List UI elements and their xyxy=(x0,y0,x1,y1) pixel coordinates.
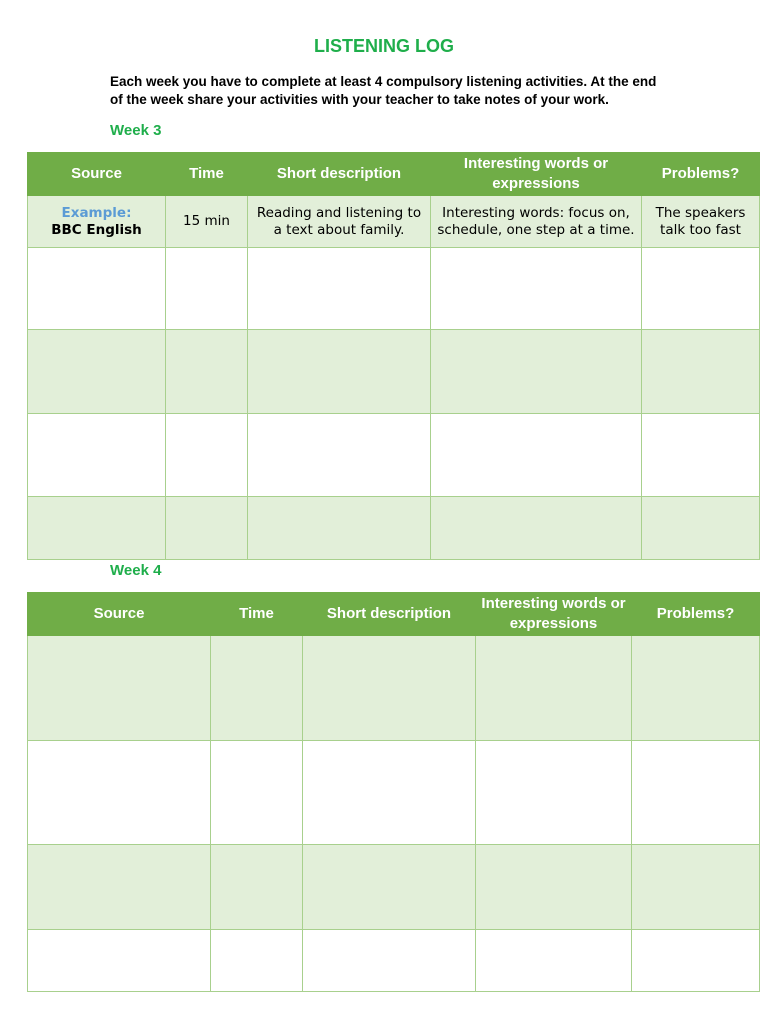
source-cell[interactable] xyxy=(28,414,166,497)
example-time: 15 min xyxy=(166,196,248,248)
words-cell[interactable] xyxy=(431,414,642,497)
words-cell[interactable] xyxy=(476,930,632,992)
time-cell[interactable] xyxy=(166,248,248,330)
table-row xyxy=(28,636,760,741)
header-problems: Problems? xyxy=(642,153,760,196)
header-source: Source xyxy=(28,153,166,196)
words-cell[interactable] xyxy=(431,330,642,414)
time-cell[interactable] xyxy=(211,741,303,845)
problems-cell[interactable] xyxy=(642,248,760,330)
source-cell[interactable] xyxy=(28,930,211,992)
table-header-row xyxy=(28,153,760,196)
header-description: Short description xyxy=(248,153,431,196)
time-cell[interactable] xyxy=(211,636,303,741)
problems-cell[interactable] xyxy=(632,845,760,930)
source-cell[interactable] xyxy=(28,330,166,414)
header-problems: Problems? xyxy=(632,593,760,636)
time-cell[interactable] xyxy=(211,845,303,930)
week-3-table xyxy=(27,152,760,560)
example-label: Example: xyxy=(61,204,132,221)
problems-cell[interactable] xyxy=(632,636,760,741)
source-cell[interactable] xyxy=(28,741,211,845)
table-row xyxy=(28,497,760,560)
problems-cell[interactable] xyxy=(632,930,760,992)
header-time: Time xyxy=(166,153,248,196)
source-cell[interactable] xyxy=(28,636,211,741)
words-cell[interactable] xyxy=(476,636,632,741)
instructions-text: Each week you have to complete at least 4 compulsory listening activities. At the end of the week share your activities with your teacher to take notes of your work. xyxy=(110,74,657,107)
description-cell[interactable] xyxy=(303,636,476,741)
week-3-heading: Week 3 xyxy=(110,122,162,139)
source-cell[interactable] xyxy=(28,497,166,560)
table-row xyxy=(28,248,760,330)
problems-cell[interactable] xyxy=(642,414,760,497)
page-title: LISTENING LOG xyxy=(313,36,454,56)
header-time: Time xyxy=(211,593,303,636)
example-words: Interesting words: focus on, schedule, one step at a time. xyxy=(431,196,642,248)
example-source-cell xyxy=(28,196,166,248)
words-cell[interactable] xyxy=(476,845,632,930)
table-row xyxy=(28,330,760,414)
description-cell[interactable] xyxy=(248,414,431,497)
table-row xyxy=(28,845,760,930)
header-description: Short description xyxy=(303,593,476,636)
description-cell[interactable] xyxy=(303,845,476,930)
time-cell[interactable] xyxy=(166,330,248,414)
description-cell[interactable] xyxy=(303,930,476,992)
problems-cell[interactable] xyxy=(632,741,760,845)
table-row xyxy=(28,414,760,497)
table-header-row xyxy=(28,593,760,636)
description-cell[interactable] xyxy=(303,741,476,845)
example-problems: The speakers talk too fast xyxy=(642,196,760,248)
example-description: Reading and listening to a text about family. xyxy=(248,196,431,248)
problems-cell[interactable] xyxy=(642,330,760,414)
words-cell[interactable] xyxy=(431,497,642,560)
problems-cell[interactable] xyxy=(642,497,760,560)
source-cell[interactable] xyxy=(28,248,166,330)
week-4-table xyxy=(27,592,760,992)
source-cell[interactable] xyxy=(28,845,211,930)
description-cell[interactable] xyxy=(248,497,431,560)
time-cell[interactable] xyxy=(166,414,248,497)
description-cell[interactable] xyxy=(248,248,431,330)
example-source: BBC English xyxy=(51,221,142,238)
time-cell[interactable] xyxy=(211,930,303,992)
header-words: Interesting words or expressions xyxy=(476,593,632,636)
table-row xyxy=(28,741,760,845)
header-words: Interesting words or expressions xyxy=(431,153,642,196)
header-source: Source xyxy=(28,593,211,636)
description-cell[interactable] xyxy=(248,330,431,414)
week-4-heading: Week 4 xyxy=(110,562,162,579)
words-cell[interactable] xyxy=(476,741,632,845)
example-row xyxy=(28,196,760,248)
words-cell[interactable] xyxy=(431,248,642,330)
table-row xyxy=(28,930,760,992)
time-cell[interactable] xyxy=(166,497,248,560)
